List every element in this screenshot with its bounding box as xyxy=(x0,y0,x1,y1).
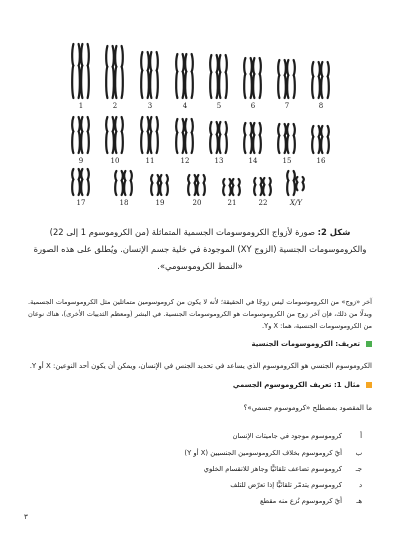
chromosome-label: 19 xyxy=(155,199,165,207)
chromosome-label: 20 xyxy=(192,199,202,207)
chromosome-pair-13 xyxy=(210,122,227,153)
option-c[interactable] xyxy=(204,465,362,473)
option-key: ب xyxy=(355,449,362,457)
chromosome-label: 16 xyxy=(316,157,326,165)
example-heading xyxy=(233,381,372,389)
figure-caption-text: صورة لأزواج الكروموسومات الجسمية المتماثلة (من الكروموسوم 1 إلى 22) والكروموسومات الجنسية (الزوج XY) الموجودة في خلية جسم الإنسان. ويُطلق على هذه الصورة «النمط الكروموسومي». xyxy=(33,227,367,271)
option-e[interactable] xyxy=(260,497,362,505)
definition-marker-icon xyxy=(366,341,372,347)
body-paragraph: آخر «زوج» من الكروموسومات ليس زوجًا في الحقيقة؛ لأنه لا يكون من كروموسومين متماثلين مثل الكروموسومات الجسمية. وبدلًا من ذلك، فإن آخر زوج من الكروموسومات هو الكروموسومات الجنسية. في البشر (ومعظم الثدييات الأخرى)، هناك نوعان من الكروموسومات الجنسية، هما: X وY. xyxy=(28,298,372,330)
option-key: هـ xyxy=(356,497,362,505)
chromosome-pair-2 xyxy=(106,46,123,98)
chromosome-pair-5 xyxy=(210,55,227,98)
chromosome-pair-1 xyxy=(72,44,89,98)
figure-caption xyxy=(20,224,380,275)
karyotype-figure xyxy=(0,0,400,215)
chromosome-label: 8 xyxy=(318,102,324,110)
chromosome-label: 22 xyxy=(258,199,268,207)
chromosome-label: 3 xyxy=(147,102,153,110)
chromosome-pair-3 xyxy=(141,52,158,98)
chromosome-pair-18 xyxy=(115,171,132,195)
option-text: كروموسوم موجود في جاميتات الإنسان xyxy=(232,432,342,440)
chromosome-pair-x-y xyxy=(287,171,304,195)
chromosome-pair-17 xyxy=(72,169,89,195)
example-heading-text: مثال 1: تعريف الكروموسوم الجسمي xyxy=(232,381,360,389)
chromosome-pair-10 xyxy=(106,117,123,153)
chromosome-label: 1 xyxy=(78,102,84,110)
chromosome-label: 9 xyxy=(78,157,84,165)
chromosome-label: 17 xyxy=(76,199,86,207)
chromosome-pair-7 xyxy=(278,60,295,98)
option-d[interactable] xyxy=(230,481,362,489)
option-b[interactable] xyxy=(184,449,362,457)
option-text: أيّ كروموسوم نُزع منه مقطع xyxy=(260,497,342,505)
option-key: د xyxy=(358,481,362,489)
page-number: ٣ xyxy=(24,513,28,521)
chromosome-label: 11 xyxy=(145,157,155,165)
chromosome-pair-16 xyxy=(312,126,329,153)
chromosome-label: X/Y xyxy=(290,199,302,207)
chromosome-pair-12 xyxy=(176,119,193,153)
chromosome-pair-14 xyxy=(244,123,261,153)
chromosome-label: 6 xyxy=(250,102,256,110)
chromosome-label: 4 xyxy=(182,102,188,110)
figure-caption-label: شكل 2: xyxy=(317,227,351,237)
chromosome-pair-9 xyxy=(72,117,89,153)
option-a[interactable] xyxy=(232,432,362,440)
option-key: أ xyxy=(360,432,362,440)
chromosome-pair-6 xyxy=(244,58,261,98)
chromosome-pair-21 xyxy=(223,179,240,195)
chromosome-label: 13 xyxy=(214,157,224,165)
chromosome-label: 5 xyxy=(216,102,222,110)
chromosome-label: 18 xyxy=(119,199,129,207)
chromosome-pair-15 xyxy=(278,124,295,153)
example-marker-icon xyxy=(366,382,372,388)
chromosome-label: 10 xyxy=(110,157,120,165)
chromosome-label: 12 xyxy=(180,157,190,165)
option-text: أيّ كروموسوم بخلاف الكروموسومين الجنسيين (X أو Y) xyxy=(184,449,342,457)
chromosome-label: 14 xyxy=(248,157,258,165)
chromosome-pair-4 xyxy=(176,54,193,98)
chromosome-label: 21 xyxy=(227,199,237,207)
definition-heading-text: تعريف: الكروموسومات الجنسية xyxy=(251,340,360,348)
chromosome-pair-11 xyxy=(141,117,158,153)
chromosome-pair-19 xyxy=(151,175,168,195)
option-text: كروموسوم يتدمّر تلقائيًّا إذا تعرّض للتلف xyxy=(230,481,342,489)
chromosome-pair-22 xyxy=(254,178,271,195)
chromosome-label: 2 xyxy=(112,102,118,110)
option-text: كروموسوم تضاعف تلقائيًّا وجاهز للانقسام الخلوي xyxy=(203,465,342,473)
chromosome-label: 15 xyxy=(282,157,292,165)
example-question: ما المقصود بمصطلح «كروموسوم جسمي»؟ xyxy=(243,404,372,412)
definition-text: الكروموسوم الجنسي هو الكروموسوم الذي يساعد في تحديد الجنس في الإنسان، ويمكن أن يكون أحد النوعين: X أو Y. xyxy=(29,362,372,370)
definition-heading xyxy=(251,340,372,348)
chromosome-pair-8 xyxy=(312,62,329,98)
chromosome-pair-20 xyxy=(188,175,205,195)
option-key: جـ xyxy=(355,465,362,473)
chromosome-label: 7 xyxy=(284,102,290,110)
